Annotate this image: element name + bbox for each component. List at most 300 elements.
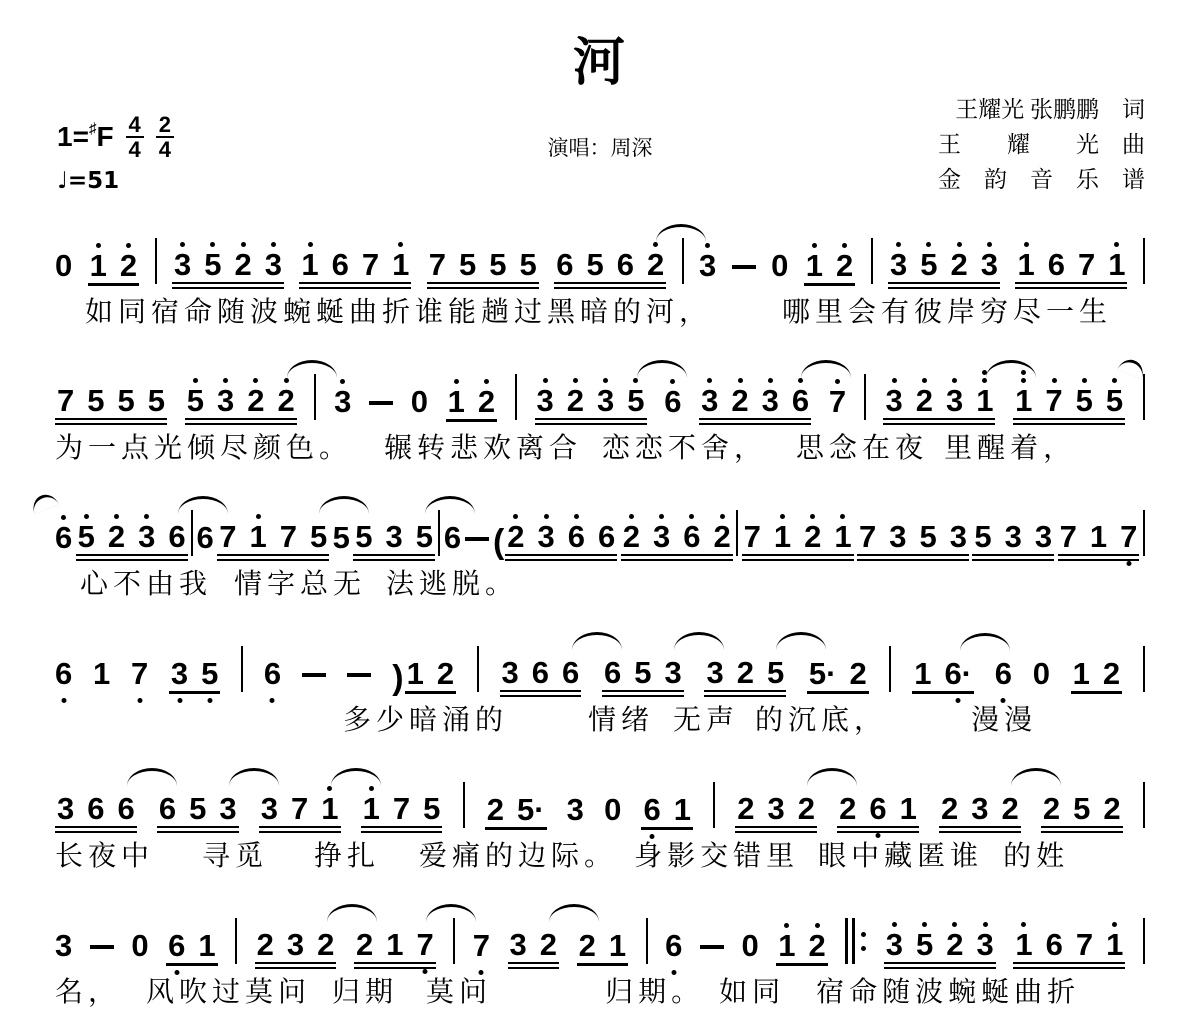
note (407, 636, 424, 689)
note (586, 227, 603, 280)
note-value: 1 (773, 519, 792, 554)
note (537, 363, 554, 416)
note-value: 1 (1017, 247, 1035, 282)
note-value: 2 (941, 791, 959, 826)
note (916, 907, 933, 960)
note-value: 6 (158, 791, 177, 826)
note-group (807, 636, 869, 694)
note-value: 6 (168, 928, 186, 963)
note-value: 2 (107, 519, 126, 554)
note (416, 907, 433, 960)
note-group (157, 771, 239, 833)
tie-arc (426, 904, 476, 922)
note-value: 5 (974, 519, 992, 554)
note (1120, 499, 1137, 552)
note-value: 3 (536, 383, 554, 418)
octave-dot (177, 698, 182, 703)
note-value: 3 (664, 655, 682, 690)
note (900, 771, 917, 824)
lyrics-row (55, 569, 1145, 601)
repeat-dots (861, 932, 866, 951)
note-value: 7 (1075, 927, 1094, 962)
note-value: 3 (885, 383, 903, 418)
note-value: 2 (566, 383, 584, 418)
barline (477, 646, 479, 692)
octave-dot (956, 698, 961, 703)
note (944, 636, 972, 689)
note-value: 2 (539, 927, 558, 962)
note-value: 3 (385, 519, 403, 554)
note (138, 499, 155, 552)
note-value: 2 (946, 927, 964, 962)
note-value: 7 (279, 519, 297, 554)
note (778, 908, 795, 961)
note (261, 771, 278, 824)
note-value: 5 (920, 247, 938, 282)
dash (347, 673, 371, 677)
note (1002, 771, 1019, 824)
note (1048, 227, 1065, 280)
note-value: 7 (743, 519, 761, 554)
note (643, 772, 660, 825)
note-value: 3 (971, 791, 989, 826)
note-group (699, 363, 811, 425)
note (362, 227, 379, 280)
note-value: 6 (168, 519, 186, 554)
octave-dot (1001, 698, 1006, 703)
note-value: 2 (486, 792, 504, 827)
note-value: 3 (1004, 519, 1022, 554)
repeat-bar-line (845, 918, 848, 964)
lyric-segment: 如同 (719, 977, 786, 1008)
note (189, 771, 206, 824)
note-group (446, 364, 498, 422)
note-value: 1 (1015, 927, 1033, 962)
note-group (939, 771, 1021, 833)
note-value: 1 (1072, 656, 1090, 691)
lyrics-row (55, 705, 1145, 737)
note-value: 1 (301, 247, 319, 282)
lyric-segment: 法逃脱。 (386, 569, 519, 600)
dash (369, 401, 393, 405)
octave-dots-below (1001, 698, 1006, 703)
lyric-segment: 情绪 (588, 705, 655, 736)
lyric-segment: 风吹过莫问 (146, 977, 312, 1008)
note (971, 771, 988, 824)
note (1106, 907, 1123, 960)
note-value: 3 (652, 519, 671, 554)
key-letter: F (96, 121, 114, 152)
notes-row (55, 899, 1145, 969)
lyric-segment: 归期。 (605, 977, 705, 1008)
song-title: 河 (572, 35, 627, 92)
note-value: 3 (138, 519, 156, 554)
note-value: 6 (87, 791, 105, 826)
note-value: 3 (885, 927, 904, 962)
note-value: 2 (839, 791, 857, 826)
note (520, 227, 537, 280)
lyrics-row (55, 433, 1145, 465)
note (532, 635, 549, 688)
note-value: 3 (501, 655, 519, 690)
note-value: 0 (131, 928, 149, 963)
note-value: 3 (945, 383, 964, 418)
note-group (972, 499, 1054, 561)
note (1046, 907, 1063, 960)
note-value: 5 (423, 791, 441, 826)
note-value: 3 (597, 383, 615, 418)
note (510, 907, 527, 960)
note (731, 363, 748, 416)
note-value: 5 (916, 927, 934, 962)
note (219, 771, 236, 824)
note (919, 499, 936, 552)
note-value: 1 (834, 519, 852, 554)
note-group (354, 907, 436, 969)
note-value: 3 (55, 928, 73, 963)
note-value: 6 (556, 247, 574, 282)
note-value: 5 (147, 383, 165, 418)
notes-row (55, 491, 1145, 561)
repeat-dot (861, 946, 866, 951)
barline (646, 918, 648, 964)
note (1043, 771, 1060, 824)
note-value: 1 (447, 384, 465, 419)
dash (90, 945, 114, 949)
note (623, 499, 640, 552)
note (914, 636, 931, 689)
note (647, 227, 664, 280)
octave-dot (1126, 561, 1131, 566)
note (393, 771, 410, 824)
note-value: 3 (57, 791, 75, 826)
note (87, 771, 104, 824)
note-value: 3 (264, 247, 282, 282)
barline (1143, 238, 1145, 284)
note-value: 6 (562, 655, 580, 690)
note-value: 5 (309, 519, 328, 554)
note (459, 227, 476, 280)
note-value: 5 (204, 247, 222, 282)
barline (713, 782, 715, 828)
note-value: 7 (1077, 247, 1096, 282)
octave-dot (479, 970, 484, 975)
note-value: 7 (858, 519, 877, 554)
note-value: 0 (604, 792, 622, 827)
note-value: 1 (1089, 519, 1108, 554)
octave-dots-below (423, 969, 428, 974)
note (556, 227, 573, 280)
note-value: 6 (567, 519, 586, 554)
note-value: 3 (706, 655, 724, 690)
note (598, 499, 615, 552)
note-group (1071, 636, 1123, 694)
note-value: 1 (406, 656, 424, 691)
ts2-numerator: 2 (156, 114, 174, 138)
note (859, 499, 876, 552)
note-group (554, 227, 666, 289)
header (55, 28, 1145, 213)
note (683, 499, 700, 552)
note-value: 7 (472, 928, 490, 963)
lyric-segment: 心不由我 (80, 569, 213, 600)
note (171, 636, 188, 689)
note (219, 499, 236, 552)
note-value: 3 (761, 383, 779, 418)
note (411, 364, 428, 417)
note (920, 227, 937, 280)
octave-dots-below (61, 698, 66, 703)
note (977, 907, 994, 960)
note-group (217, 499, 329, 561)
note-group (485, 772, 547, 830)
note-value: 1 (1015, 383, 1033, 418)
note (363, 771, 380, 824)
credit-composer: 王 耀 光 曲 (938, 132, 1145, 157)
note (118, 363, 135, 416)
tie-arc (287, 360, 337, 378)
note (57, 771, 74, 824)
note-value: 6 (869, 791, 887, 826)
note-value: 2 (835, 248, 854, 283)
note (674, 772, 691, 825)
lyric-segment: 里醒着， (944, 433, 1077, 464)
note-value: 2 (247, 383, 265, 418)
note (517, 772, 545, 825)
note-group (259, 771, 341, 833)
lyric-segment: 辗转悲欢离合 (384, 433, 583, 464)
note-value: 1 (89, 248, 107, 283)
note-value: 3 (260, 791, 279, 826)
note-value: 2 (1042, 791, 1061, 826)
note-group (166, 908, 218, 966)
note (1076, 907, 1093, 960)
notes-row (55, 355, 1145, 425)
note-group (1015, 227, 1127, 289)
octave-dots-below (137, 698, 142, 703)
note (108, 499, 125, 552)
note-value: 6 (598, 519, 616, 554)
note (774, 499, 791, 552)
note-value: 5 (489, 247, 507, 282)
note (792, 363, 809, 416)
barline (453, 918, 455, 964)
group-with-paren (391, 636, 456, 697)
note-value: 7 (428, 247, 447, 282)
note-group (1058, 499, 1140, 561)
note-value: 7 (130, 656, 149, 691)
note (976, 363, 993, 416)
note-group (405, 636, 457, 694)
lyrics-row (55, 977, 1145, 1009)
note-value: 2 (578, 928, 596, 963)
lyric-segment: 的姓 (1003, 841, 1070, 872)
notes-row (55, 627, 1145, 697)
barline (155, 238, 157, 284)
note-value: 3 (701, 383, 719, 418)
barline (241, 646, 243, 692)
octave-dots-below (650, 834, 655, 839)
group-with-paren (492, 499, 617, 561)
note (890, 227, 907, 280)
note-value: 3 (509, 927, 527, 962)
note-value: 2 (277, 383, 295, 418)
note (55, 228, 72, 281)
note (617, 227, 634, 280)
note (234, 227, 251, 280)
note-value: 6 (994, 656, 1012, 691)
note-value: 2 (355, 927, 374, 962)
note (653, 499, 670, 552)
lyric-segment: 哪里会有彼岸穷尽一生 (782, 297, 1113, 328)
note-value: 6 (664, 384, 682, 419)
note (699, 228, 716, 281)
note-value: 1 (805, 248, 823, 283)
lyric-segment: 为一点光倾尽颜色。 (55, 433, 353, 464)
note-value: 5 (77, 519, 95, 554)
tie-arc-half (29, 491, 59, 515)
note-group (883, 363, 995, 425)
note (701, 363, 718, 416)
note-value: 1 (249, 519, 267, 554)
note (487, 772, 504, 825)
barline (191, 510, 193, 556)
note-value: 5 (117, 383, 135, 418)
notes-row (55, 763, 1145, 833)
lyrics-row (55, 841, 1145, 873)
note (1015, 363, 1032, 416)
note (1108, 227, 1125, 280)
note (1017, 227, 1034, 280)
note (1103, 771, 1120, 824)
note (808, 908, 825, 961)
note (951, 227, 968, 280)
note (1015, 907, 1032, 960)
note (737, 635, 754, 688)
note (78, 499, 95, 552)
barline (1143, 782, 1145, 828)
note-value: 5· (516, 792, 545, 827)
octave-dot (671, 970, 676, 975)
note-value: 1 (1108, 247, 1126, 282)
note-value: 5 (355, 519, 373, 554)
note-value: 7 (291, 791, 309, 826)
barline (515, 374, 517, 420)
note-value: 2 (622, 519, 640, 554)
octave-dot (137, 698, 142, 703)
note (597, 363, 614, 416)
note-group (804, 228, 856, 286)
note (885, 363, 902, 416)
note-value: 6 (531, 655, 550, 690)
note-group (577, 908, 629, 966)
dash (302, 673, 326, 677)
note (1090, 499, 1107, 552)
note-value: 7 (416, 927, 434, 962)
note (829, 364, 846, 417)
note-value: 2 (915, 383, 933, 418)
note-group (55, 771, 137, 833)
note (1035, 499, 1052, 552)
octave-dots-below (1126, 561, 1131, 566)
note-group (641, 772, 693, 830)
note (804, 499, 821, 552)
note (604, 772, 621, 825)
note (627, 363, 644, 416)
note-value: 7 (361, 247, 380, 282)
octave-dots-below (207, 698, 212, 703)
octave-dot (1021, 370, 1026, 375)
note-value: 7 (1059, 519, 1077, 554)
note-group (704, 635, 786, 697)
dash (700, 945, 724, 949)
octave-dots-below (876, 833, 881, 838)
note-value: 3 (537, 519, 555, 554)
lyrics-row (55, 297, 1145, 329)
note-value: 2 (736, 655, 754, 690)
lyric-segment: 如同宿命随波蜿蜒曲折谁能趟过黑暗的河， (85, 297, 713, 328)
note (850, 636, 867, 689)
note-value: 5 (586, 247, 604, 282)
note (507, 499, 524, 552)
lyric-segment: 思念在夜 (796, 433, 929, 464)
note (217, 363, 234, 416)
note-group (884, 907, 996, 969)
note (946, 363, 963, 416)
note-value: 6 (791, 383, 810, 418)
music-line (55, 491, 1145, 601)
note-value: 6 (643, 792, 661, 827)
music-line (55, 355, 1145, 465)
octave-dots-below (174, 970, 179, 975)
note (579, 908, 596, 961)
note-value: 3 (949, 519, 967, 554)
note (1103, 636, 1120, 689)
note-value: 6 (55, 656, 73, 691)
barline (438, 510, 440, 556)
note (741, 908, 758, 961)
note (310, 499, 327, 552)
note-value: 2 (849, 656, 867, 691)
lyric-segment: 眼中藏匿谁 (818, 841, 984, 872)
note (257, 907, 274, 960)
lyric-segment: 名， (55, 977, 122, 1008)
note (356, 907, 373, 960)
note-value: 1 (321, 791, 339, 826)
note-value: 2 (234, 247, 252, 282)
note (249, 499, 266, 552)
barline (736, 510, 738, 556)
note (1073, 771, 1090, 824)
ts1-numerator: 4 (126, 114, 144, 138)
note (386, 907, 403, 960)
performer-label: 演唱：周深 (547, 136, 653, 160)
note-value: 7 (219, 519, 237, 554)
note (321, 771, 338, 824)
note-value: 5 (519, 247, 537, 282)
note-group (508, 907, 560, 969)
note-group (735, 771, 817, 833)
note-value: 6 (665, 928, 683, 963)
ts1-denominator: 4 (128, 137, 141, 162)
note-value: 6 (683, 519, 701, 554)
note (87, 363, 104, 416)
note-value: 3 (767, 791, 785, 826)
repeat-dot (861, 932, 866, 937)
note (869, 771, 886, 824)
note-group (76, 499, 188, 561)
note-value: 3 (980, 247, 999, 282)
